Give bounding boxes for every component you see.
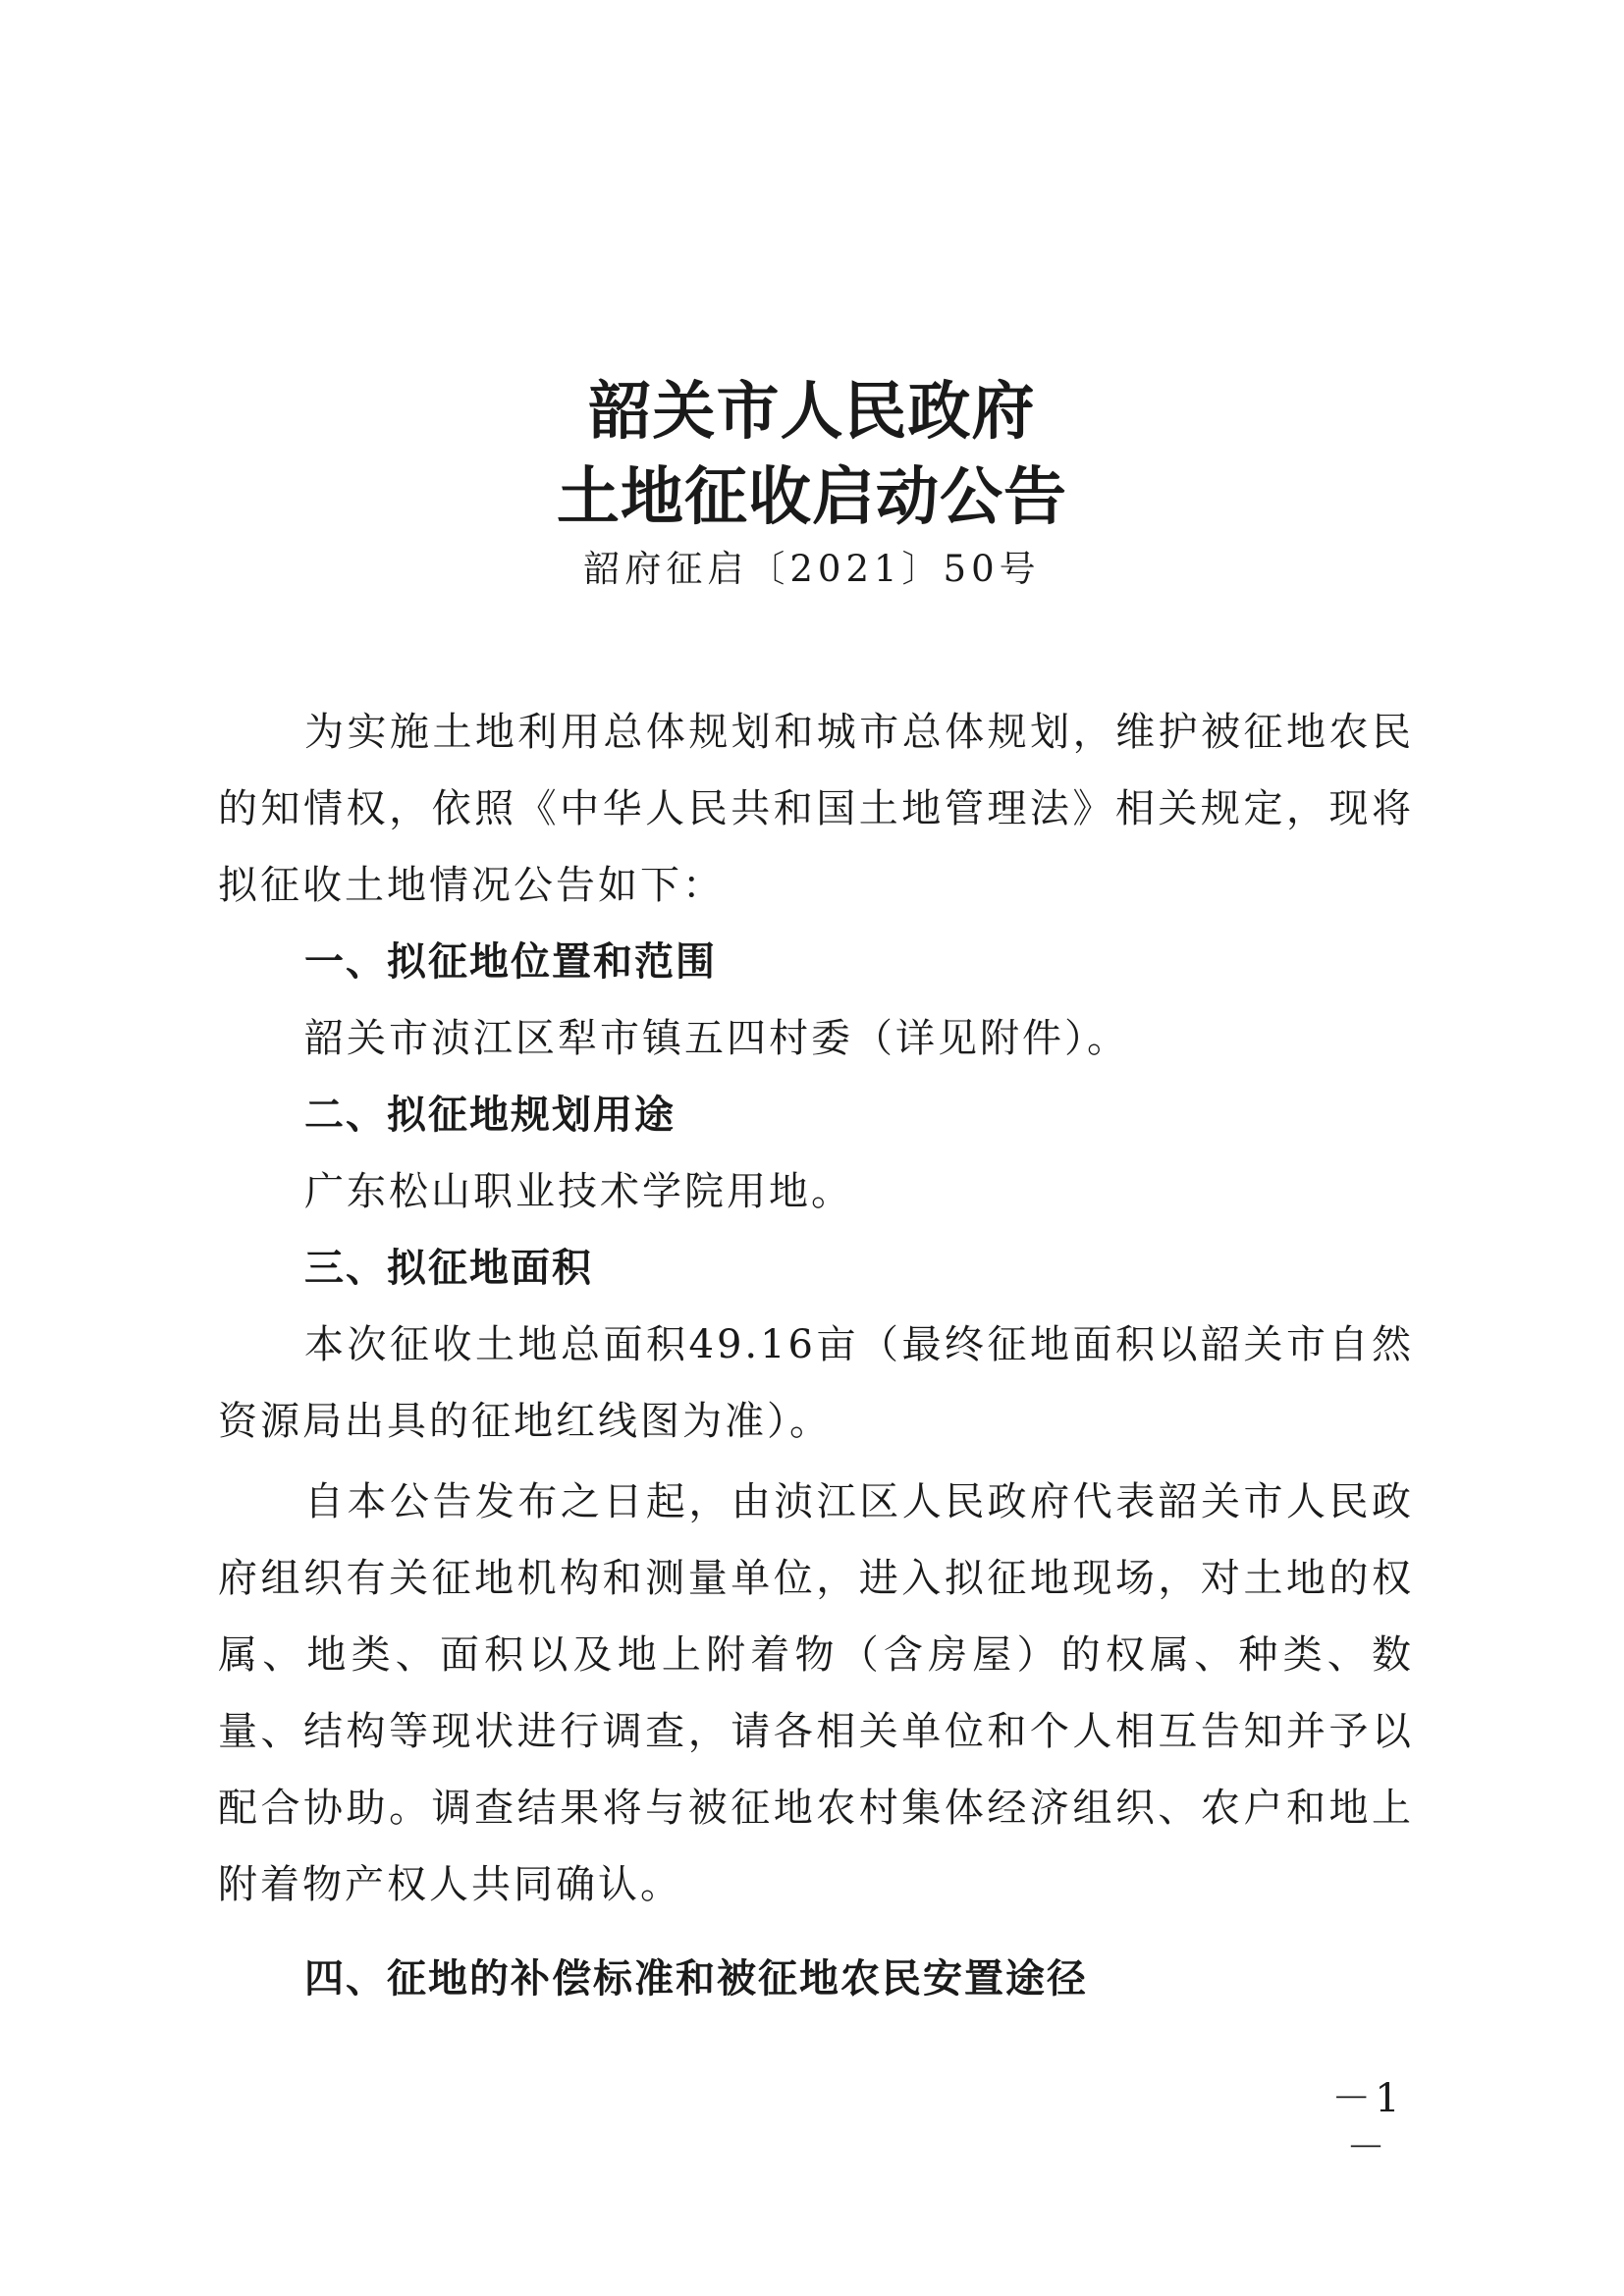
document-title-line2: 土地征收启动公告	[557, 460, 1067, 534]
page-number: －1－	[1331, 2076, 1404, 2170]
section-heading-location: 一、拟征地位置和范围	[304, 939, 717, 985]
survey-paragraph: 自本公告发布之日起，由浈江区人民政府代表韶关市人民政府组织有关征地机构和测量单位，进入拟征地现场，对土地的权属、地类、面积以及地上附着物（含房屋）的权属、种类、数量、结构等现状进行调查，请各相关单位和个人相互告知并予以配合协助。调查结果将与被征地农村集体经济组织、农户和地上附着物产权人共同确认。	[218, 1479, 1414, 1907]
document-body	[218, 694, 1414, 2017]
section-heading-compensation: 四、征地的补偿标准和被征地农民安置途径	[304, 1956, 1088, 2002]
section-text-location: 韶关市浈江区犁市镇五四村委（详见附件）。	[304, 1016, 1129, 1061]
section-text-usage: 广东松山职业技术学院用地。	[304, 1169, 853, 1214]
section-heading-area: 三、拟征地面积	[304, 1246, 593, 1291]
document-number: 韶府征启〔2021〕50号	[583, 548, 1041, 590]
document-title-line1: 韶关市人民政府	[588, 375, 1036, 449]
intro-paragraph: 为实施土地利用总体规划和城市总体规划，维护被征地农民的知情权，依照《中华人民共和国土地管理法》相关规定，现将拟征收土地情况公告如下：	[218, 710, 1414, 908]
section-heading-usage: 二、拟征地规划用途	[304, 1093, 676, 1138]
section-text-area: 本次征收土地总面积49.16亩（最终征地面积以韶关市自然资源局出具的征地红线图为准）。	[218, 1322, 1414, 1444]
